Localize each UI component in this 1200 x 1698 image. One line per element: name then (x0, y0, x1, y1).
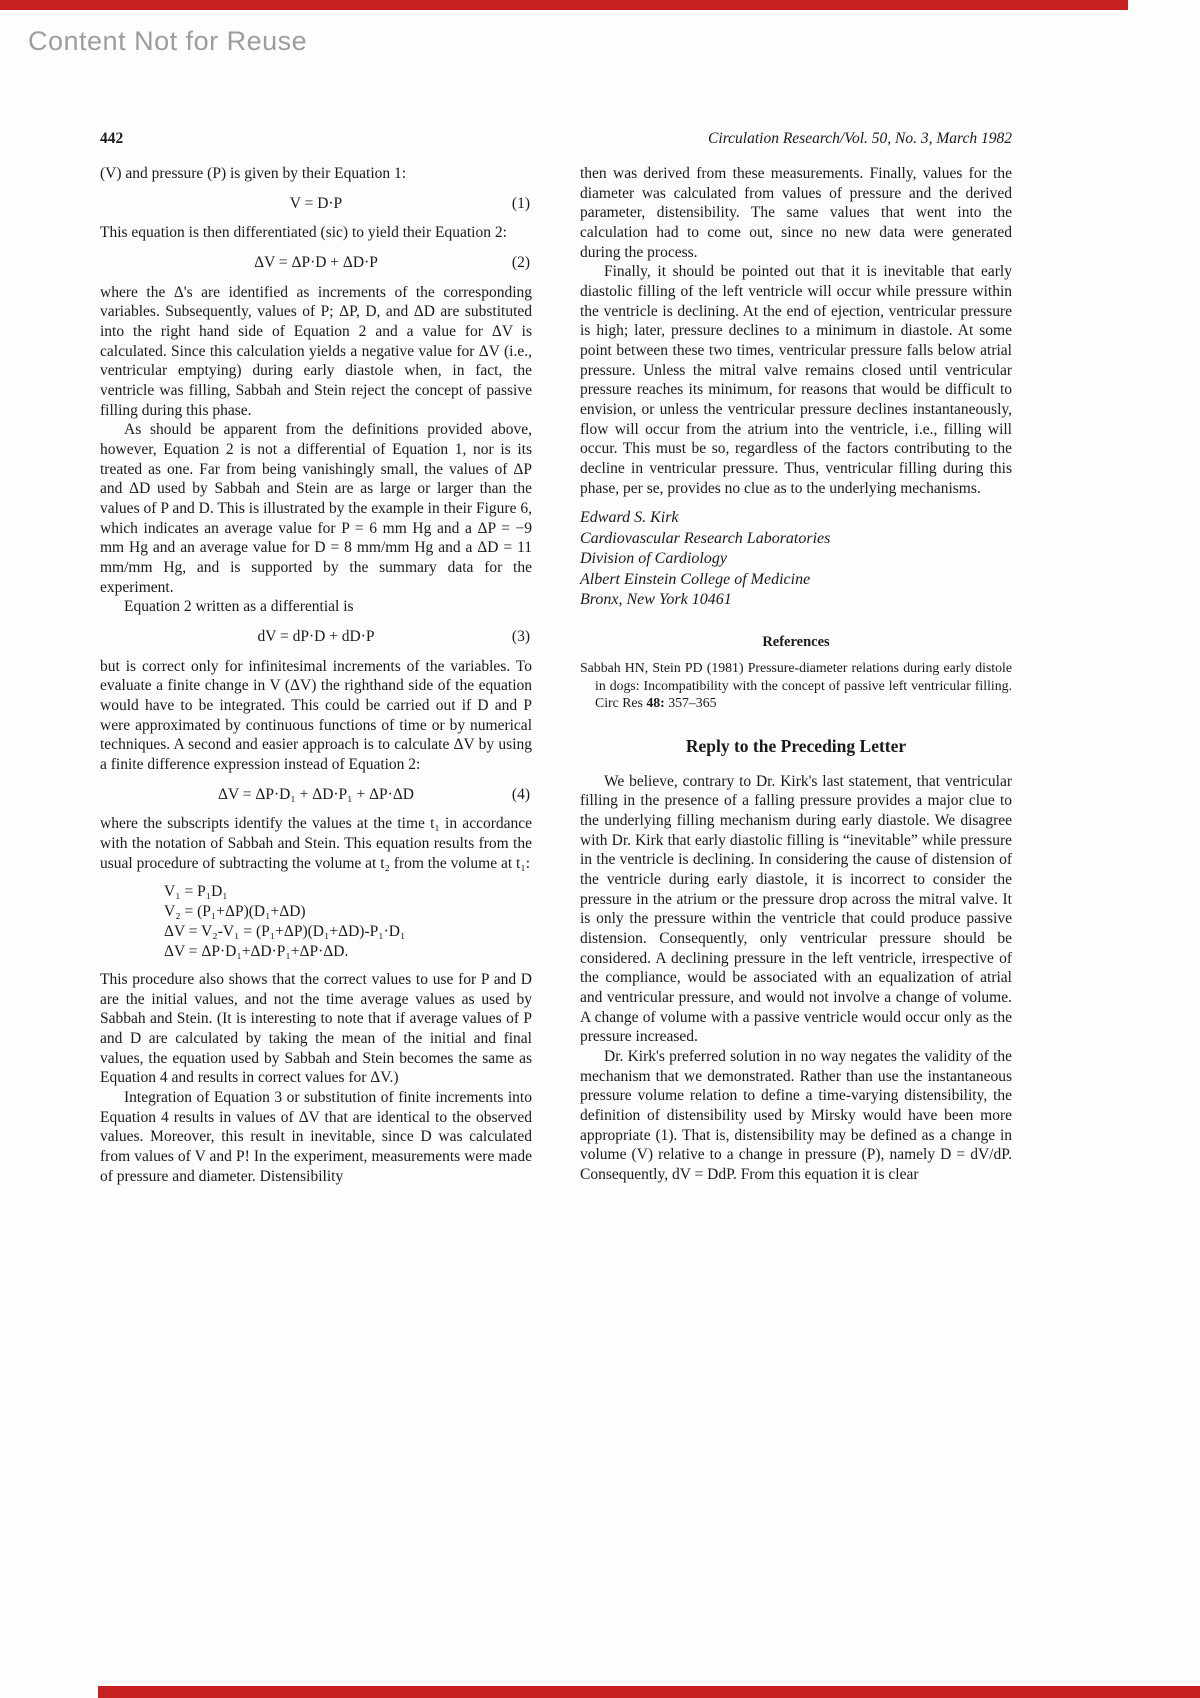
journal-citation: Circulation Research/Vol. 50, No. 3, March 1982 (708, 130, 1012, 147)
paragraph: Dr. Kirk's preferred solution in no way negates the validity of the mechanism that we demonstrated. Rather than use the instantaneous pressure volume relation to define a time-varying distensibility, the definition of distensibility used by Mirsky would have been more appropriate (1). That is, distensibility may be defined as a change in volume (V) relative to a change in pressure (P), namely D = dV/dP. Consequently, dV = DdP. From this equation it is clear (580, 1047, 1012, 1183)
paragraph: (V) and pressure (P) is given by their Equation 1: (100, 165, 407, 182)
paragraph: We believe, contrary to Dr. Kirk's last statement, that ventricular filling in the presence of a falling pressure provides a major clue to the underlying filling mechanism during early diastole. We disagree with Dr. Kirk that early diastolic filling is “inevitable” while pressure in the ventricle is declining. In considering the cause of distension of the ventricle during early diastole, it is incorrect to consider the pressure in the atrium or the pressure drop across the mitral valve. It is only the pressure within the ventricle that could produce passive distension. Consequently, only ventricular pressure should be considered. A declining pressure in the left ventricle, irrespective of the compliance, would be associated with an equalization of atrial and ventricular pressure, and would not involve a change of volume. A change of volume with a passive ventricle would occur only as the pressure increased. (580, 772, 1012, 1046)
author-affiliation: Cardiovascular Research Laboratories (580, 529, 831, 547)
page-header (100, 130, 1012, 148)
equation-3 (100, 627, 532, 647)
equation-2 (100, 253, 532, 273)
paragraph: This procedure also shows that the correct values to use for P and D are the initial values, and not the time average values as used by Sabbah and Stein. (It is interesting to note that if average values of P and D are calculated by taking the mean of the initial and final values, the equation used by Sabbah and Stein becomes the same as Equation 4 and results in correct values for ΔV.) (100, 971, 532, 1087)
paragraph: where the subscripts identify the values at the time t₁ in accordance with the notation of Sabbah and Stein. This equation results from the usual procedure of subtracting the volume at t₂ from the volume at t₁: (100, 815, 532, 872)
left-column (100, 164, 532, 1186)
paragraph: Integration of Equation 3 or substitution of finite increments into Equation 4 results in values of ΔV that are identical to the observed values. Moreover, this result in inevitable, since D was calculated from values of V and P! In the experiment, measurements were made of pressure and diameter. Distensibility (100, 1089, 532, 1185)
top-red-bar (0, 0, 1128, 10)
derivation-line: V₁ = P₁D₁ (164, 882, 228, 900)
bottom-red-bar (98, 1686, 1200, 1698)
equation-number: (1) (511, 194, 530, 212)
two-column-body (100, 164, 1012, 1186)
equation-body: ΔV = ΔP·D + ΔD·P (254, 254, 378, 272)
author-affiliation: Division of Cardiology (580, 550, 727, 568)
references-heading: References (762, 633, 830, 650)
equation-body: dV = dP·D + dD·P (257, 628, 375, 646)
equation-number: (2) (511, 254, 530, 272)
paragraph: As should be apparent from the definitions provided above, however, Equation 2 is not a differential of Equation 1, nor is its treated as one. Far from being vanishingly small, the values of ΔP and ΔD used by Sabbah and Stein are as large or larger than the values of P and D. This is illustrated by the example in their Figure 6, which indicates an average value for P = 6 mm Hg and a ΔP = −9 mm Hg and an average value for D = 8 mm/mm Hg and a ΔD = 11 mm/mm Hg, and is supported by the summary data for the experiment. (100, 421, 532, 596)
derivation-line: V₂ = (P₁+ΔP)(D₁+ΔD) (164, 902, 306, 920)
reference-volume: 48: (646, 694, 665, 710)
reply-letter-heading: Reply to the Preceding Letter (685, 736, 907, 757)
equation-number: (3) (511, 628, 530, 646)
author-affiliation: Albert Einstein College of Medicine (580, 570, 811, 588)
paragraph: but is correct only for infinitesimal increments of the variables. To evaluate a finite change in V (ΔV) the righthand side of the equation would have to be integrated. This could be carried out if D and P were approximated by continuous functions of time or by numerical techniques. A second and easier approach is to calculate ΔV by using a finite difference expression instead of Equation 2: (100, 657, 532, 774)
equation-number: (4) (511, 785, 530, 803)
author-name: Edward S. Kirk (580, 509, 679, 527)
paragraph: Finally, it should be pointed out that it is inevitable that early diastolic filling of the left ventricle will occur while pressure within the ventricle is declining. At the end of ejection, ventricular pressure is high; later, pressure declines to a minimum in diastole. At some point between these two times, ventricular pressure falls below atrial pressure. Unless the mitral valve remains closed until ventricular pressure reaches its minimum, for reasons that would be difficult to envision, or unless the ventricular pressure declines instantaneously, flow will occur from the atrium into the ventricle, i.e., filling will occur. This must be so, regardless of the factors contributing to the decline in ventricular pressure. Thus, ventricular filling during this phase, per se, provides no clue as to the underlying mechanisms. (580, 263, 1012, 497)
paragraph: where the Δ's are identified as increments of the corresponding variables. Subsequently, values of P; ΔP, D, and ΔD are substituted into the right hand side of Equation 2 and a value for ΔV is calculated. Since this calculation yields a negative value for ΔV (i.e., ventricular emptying) during early diastole when, in fact, the ventricle was filling, Sabbah and Stein reject the concept of passive filling during this phase. (100, 283, 532, 419)
equation-body: V = D·P (289, 194, 343, 212)
author-signature-block (580, 508, 1012, 610)
reference-entry (580, 659, 1012, 711)
equation-derivation-block (164, 882, 532, 963)
page-number: 442 (100, 130, 124, 147)
right-column (580, 164, 1012, 1186)
journal-page (100, 130, 1012, 1186)
derivation-line: ΔV = ΔP·D₁+ΔD·P₁+ΔP·ΔD. (164, 942, 349, 960)
reference-text: Sabbah HN, Stein PD (1981) Pressure-diameter relations during early distole in dogs: Incompatibility with the concept of passive left ventricular filling. Circ Res (580, 660, 1012, 710)
reference-pages: 357–365 (664, 694, 717, 710)
author-address: Bronx, New York 10461 (580, 591, 732, 609)
equation-1 (100, 194, 532, 214)
watermark: Content Not for Reuse (28, 26, 308, 56)
paragraph: This equation is then differentiated (sic) to yield their Equation 2: (100, 224, 507, 242)
equation-4 (100, 785, 532, 805)
paragraph: Equation 2 written as a differential is (124, 598, 354, 616)
derivation-line: ΔV = V₂-V₁ = (P₁+ΔP)(D₁+ΔD)-P₁·D₁ (164, 922, 406, 940)
equation-body: ΔV = ΔP·D₁ + ΔD·P₁ + ΔP·ΔD (218, 785, 414, 803)
paragraph: then was derived from these measurements. Finally, values for the diameter was calculated from values of pressure and the derived parameter, distensibility. The same values that went into the calculation had to come out, since no new data were generated during the process. (580, 165, 1012, 261)
